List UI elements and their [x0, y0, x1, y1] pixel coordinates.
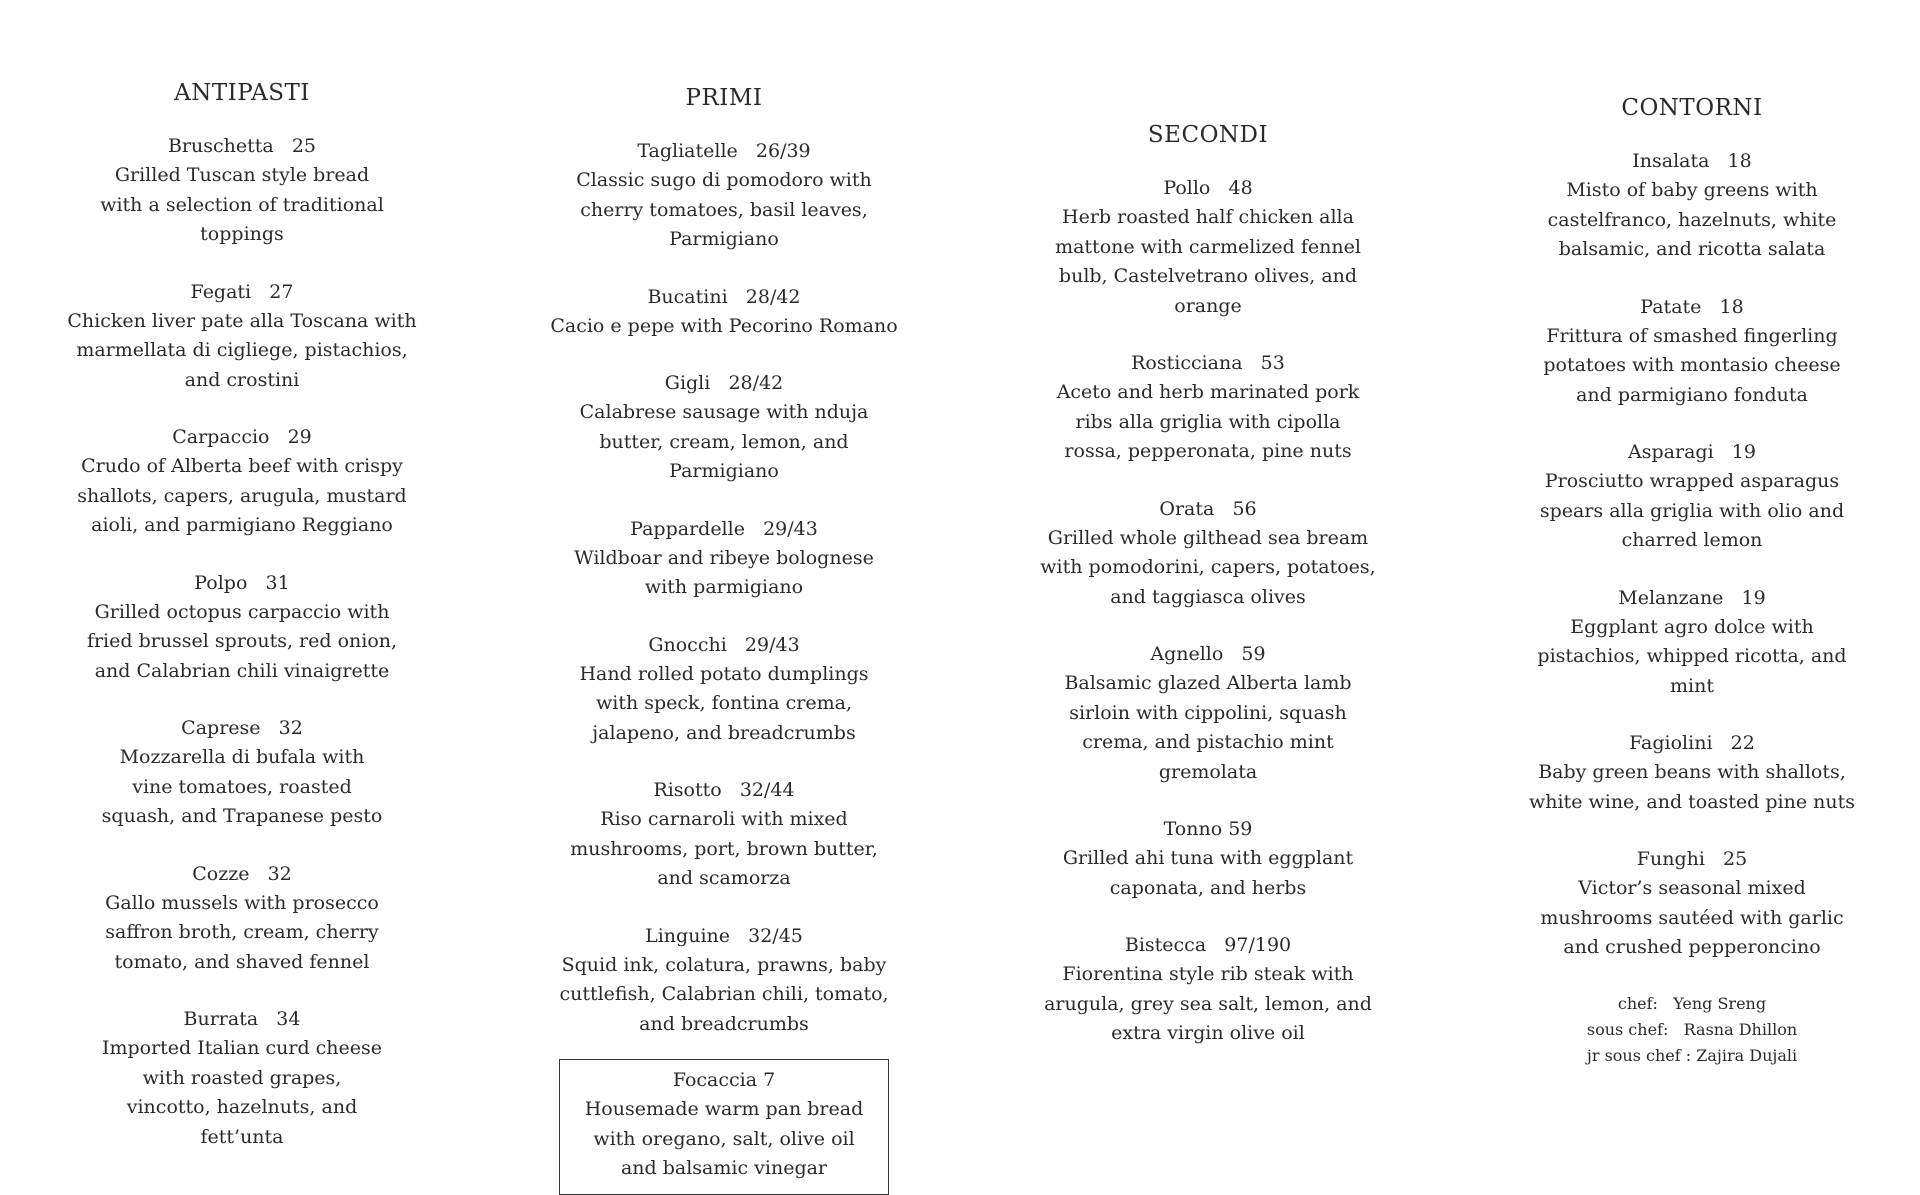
menu-item	[52, 860, 432, 978]
menu-item	[52, 132, 432, 250]
menu-item	[1502, 438, 1882, 556]
item-name-price: Focaccia 7	[672, 1069, 776, 1091]
item-name-price: Linguine 32/45	[645, 924, 803, 947]
item-name-price: Patate 18	[1640, 295, 1744, 318]
menu-item	[52, 1005, 432, 1152]
item-name-price: Fagiolini 22	[1629, 732, 1755, 754]
item-description: Frittura of smashed fingerling potatoes with montasio cheese and parmigiano fonduta	[1543, 324, 1841, 406]
menu-item	[534, 515, 914, 603]
item-description: Fiorentina style rib steak with arugula, grey sea salt, lemon, and extra virgin olive oil	[1044, 963, 1372, 1044]
item-description: Imported Italian curd cheese with roasted grapes, vincotto, hazelnuts, and fett’unta	[101, 1037, 383, 1148]
focaccia-box	[559, 1059, 889, 1195]
item-description: Calabrese sausage with nduja butter, cream, lemon, and Parmigiano	[579, 401, 869, 482]
menu-item	[1018, 815, 1398, 903]
menu-item	[52, 569, 432, 687]
menu-item	[534, 922, 914, 1040]
item-name-price: Polpo 31	[194, 571, 290, 594]
item-description: Classic sugo di pomodoro with cherry tomatoes, basil leaves, Parmigiano	[576, 169, 872, 250]
item-description: Baby green beans with shallots, white wine, and toasted pine nuts	[1528, 761, 1855, 813]
item-description: Grilled whole gilthead sea bream with pomodorini, capers, potatoes, and taggiasca olives	[1040, 526, 1376, 608]
item-description: Chicken liver pate alla Toscana with marmellata di cigliege, pistachios, and crostini	[67, 309, 417, 391]
menu-item	[1502, 845, 1882, 963]
staff-sous-chef: sous chef: Rasna Dhillon	[1586, 1019, 1798, 1039]
item-name-price: Tagliatelle 26/39	[637, 140, 811, 162]
item-description: Aceto and herb marinated pork ribs alla griglia with cipolla rossa, pepperonata, pine nuts	[1056, 381, 1360, 462]
primi-column	[534, 83, 914, 1195]
item-name-price: Caprese 32	[181, 717, 303, 739]
item-name-price: Tonno 59	[1163, 818, 1253, 840]
menu-item	[534, 283, 914, 342]
item-name-price: Funghi 25	[1636, 848, 1748, 870]
item-name-price: Bucatini 28/42	[647, 285, 801, 308]
menu-item	[1018, 349, 1398, 467]
item-description: Grilled octopus carpaccio with fried brussel sprouts, red onion, and Calabrian chili vinaigrette	[86, 600, 398, 682]
menu-item	[52, 714, 432, 832]
menu-item	[534, 369, 914, 487]
item-name-price: Pappardelle 29/43	[630, 517, 818, 540]
menu-item	[1018, 495, 1398, 613]
menu-item	[534, 776, 914, 894]
item-description: Victor’s seasonal mixed mushrooms sautéed with garlic and crushed pepperoncino	[1540, 877, 1844, 958]
item-description: Mozzarella di bufala with vine tomatoes, roasted squash, and Trapanese pesto	[101, 746, 383, 827]
item-description: Riso carnaroli with mixed mushrooms, port, brown butter, and scamorza	[570, 808, 878, 889]
item-name-price: Fegati 27	[190, 280, 294, 303]
menu-item	[52, 423, 432, 541]
item-description: Hand rolled potato dumplings with speck, fontina crema, jalapeno, and breadcrumbs	[579, 662, 869, 744]
item-description: Grilled Tuscan style bread with a selection of traditional toppings	[100, 164, 384, 245]
contorni-column	[1502, 93, 1882, 1069]
staff-chef: chef: Yeng Sreng	[1617, 993, 1767, 1013]
item-description: Crudo of Alberta beef with crispy shallots, capers, arugula, mustard aioli, and parmigiano Reggiano	[77, 455, 407, 536]
secondi-column	[1018, 120, 1398, 1077]
item-name-price: Insalata 18	[1632, 150, 1752, 172]
menu-item	[1502, 729, 1882, 817]
item-name-price: Cozze 32	[192, 862, 292, 885]
item-name-price: Gigli 28/42	[664, 372, 784, 394]
staff-jr-sous-chef: jr sous chef : Zajira Dujali	[1586, 1045, 1798, 1065]
menu-item	[1502, 584, 1882, 702]
antipasti-heading: ANTIPASTI	[174, 80, 310, 106]
secondi-heading: SECONDI	[1147, 122, 1269, 148]
menu-item	[534, 631, 914, 749]
item-description: Grilled ahi tuna with eggplant caponata, and herbs	[1062, 847, 1354, 899]
menu-item	[1018, 640, 1398, 787]
menu-item	[1502, 293, 1882, 411]
item-name-price: Carpaccio 29	[172, 426, 312, 448]
item-name-price: Burrata 34	[183, 1008, 301, 1030]
item-description: Gallo mussels with prosecco saffron broth, cream, cherry tomato, and shaved fennel	[105, 891, 379, 973]
item-name-price: Bruschetta 25	[167, 135, 317, 157]
item-description: Eggplant agro dolce with pistachios, whipped ricotta, and mint	[1537, 615, 1847, 697]
item-description: Herb roasted half chicken alla mattone with carmelized fennel bulb, Castelvetrano olives, and orange	[1055, 206, 1361, 317]
kitchen-staff	[1502, 991, 1882, 1069]
item-name-price: Risotto 32/44	[653, 779, 795, 801]
item-name-price: Rosticciana 53	[1131, 352, 1285, 374]
contorni-heading: CONTORNI	[1621, 95, 1763, 121]
item-name-price: Bistecca 97/190	[1124, 934, 1292, 956]
menu-item	[1018, 174, 1398, 321]
item-name-price: Agnello 59	[1150, 643, 1266, 665]
item-name-price: Orata 56	[1159, 497, 1257, 520]
item-name-price: Melanzane 19	[1618, 586, 1766, 609]
item-description: Wildboar and ribeye bolognese with parmigiano	[574, 546, 874, 598]
item-name-price: Gnocchi 29/43	[648, 633, 800, 656]
primi-heading: PRIMI	[685, 85, 763, 111]
item-description: Misto of baby greens with castelfranco, hazelnuts, white balsamic, and ricotta salata	[1547, 179, 1837, 260]
item-description: Cacio e pepe with Pecorino Romano	[550, 314, 898, 337]
item-description: Squid ink, colatura, prawns, baby cuttlefish, Calabrian chili, tomato, and breadcrumbs	[559, 953, 889, 1035]
menu-item	[1018, 931, 1398, 1049]
antipasti-column	[52, 78, 432, 1180]
menu-item	[534, 137, 914, 255]
item-name-price: Asparagi 19	[1628, 441, 1756, 463]
item-description: Balsamic glazed Alberta lamb sirloin with cippolini, squash crema, and pistachio mint gremolata	[1064, 672, 1352, 783]
menu-item	[52, 278, 432, 396]
item-description: Housemade warm pan bread with oregano, salt, olive oil and balsamic vinegar	[584, 1098, 864, 1179]
item-name-price: Pollo 48	[1163, 177, 1253, 199]
menu-item	[1502, 147, 1882, 265]
item-description: Prosciutto wrapped asparagus spears alla griglia with olio and charred lemon	[1539, 470, 1845, 551]
